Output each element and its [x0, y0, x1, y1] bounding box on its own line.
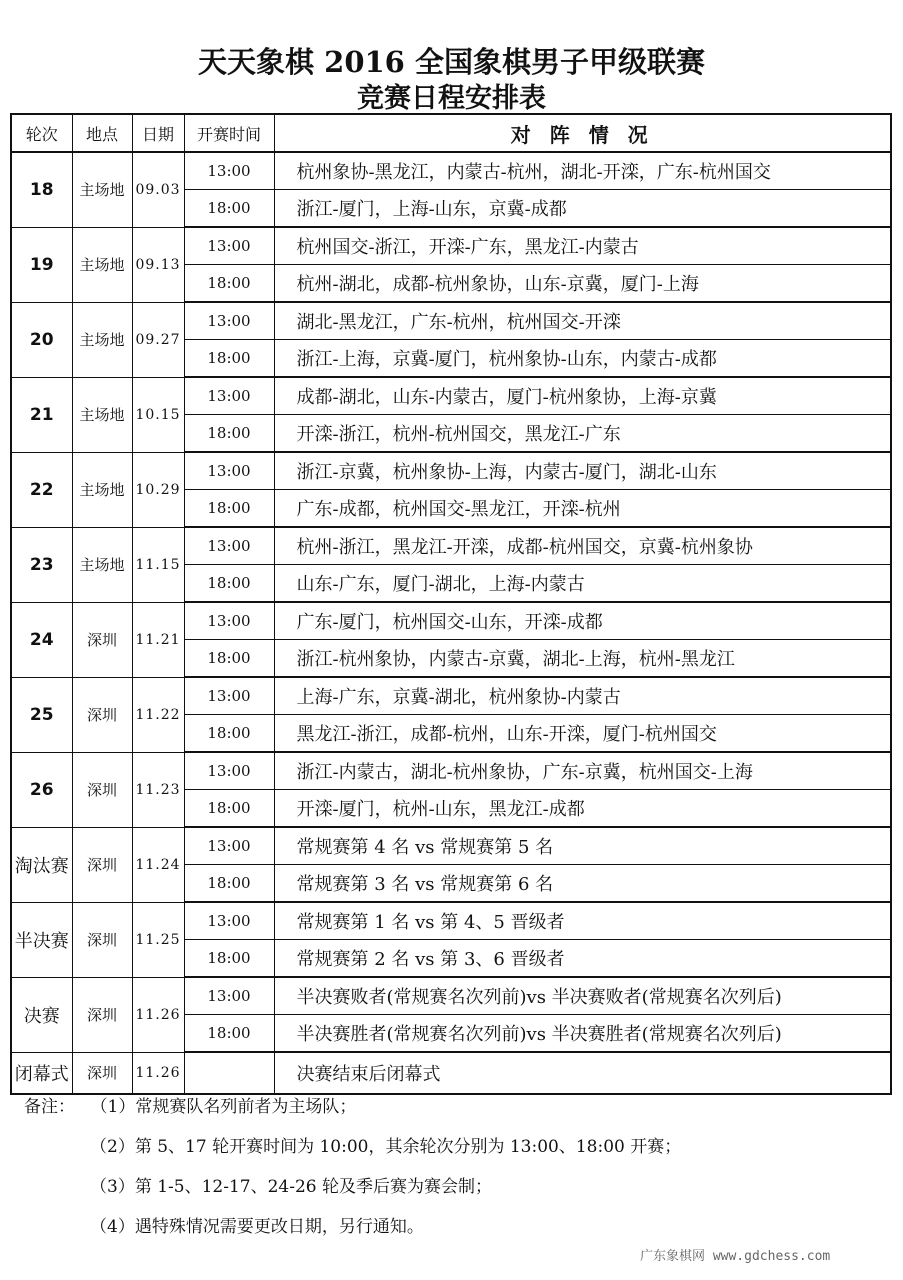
table-row: [11, 752, 891, 790]
time-cell: 13:00: [184, 977, 274, 1015]
date-cell: 11.22: [132, 677, 184, 752]
time-cell: 18:00: [184, 790, 274, 828]
match-cell: 浙江-厦门，上海-山东，京冀-成都: [274, 190, 891, 228]
match-cell: 杭州国交-浙江，开滦-广东，黑龙江-内蒙古: [274, 227, 891, 265]
round-cell: 19: [11, 227, 72, 302]
note-item: [24, 1092, 356, 1117]
match-cell: 开滦-浙江，杭州-杭州国交，黑龙江-广东: [274, 415, 891, 453]
table-row: [11, 827, 891, 865]
match-cell: 决赛结束后闭幕式: [274, 1052, 891, 1094]
match-cell: 黑龙江-浙江，成都-杭州，山东-开滦，厦门-杭州国交: [274, 715, 891, 753]
table-row: [11, 602, 891, 640]
round-cell: 淘汰赛: [11, 827, 72, 902]
venue-cell: 主场地: [72, 302, 132, 377]
time-cell: 13:00: [184, 752, 274, 790]
note-item: （2）第 5、17 轮开赛时间为 10:00，其余轮次分别为 13:00、18:00 开赛；: [90, 1137, 682, 1157]
date-cell: 11.21: [132, 602, 184, 677]
round-cell: 18: [11, 152, 72, 227]
time-cell: 13:00: [184, 152, 274, 190]
venue-cell: 主场地: [72, 377, 132, 452]
header-venue: 地点: [72, 114, 132, 152]
match-cell: 湖北-黑龙江，广东-杭州，杭州国交-开滦: [274, 302, 891, 340]
match-cell: 常规赛第 1 名 vs 第 4、5 晋级者: [274, 902, 891, 940]
notes-label: 备注：: [24, 1097, 75, 1117]
time-cell: 18:00: [184, 640, 274, 678]
date-cell: 11.26: [132, 977, 184, 1052]
table-row: [11, 902, 891, 940]
match-cell: 半决赛胜者(常规赛名次列前)vs 半决赛胜者(常规赛名次列后): [274, 1015, 891, 1053]
table-header-row: [11, 114, 891, 152]
date-cell: 09.03: [132, 152, 184, 227]
match-cell: 常规赛第 3 名 vs 常规赛第 6 名: [274, 865, 891, 903]
time-cell: 18:00: [184, 1015, 274, 1053]
time-cell: 18:00: [184, 715, 274, 753]
venue-cell: 主场地: [72, 152, 132, 227]
table-row: [11, 677, 891, 715]
match-cell: 浙江-内蒙古，湖北-杭州象协，广东-京冀，杭州国交-上海: [274, 752, 891, 790]
match-cell: 浙江-京冀，杭州象协-上海，内蒙古-厦门，湖北-山东: [274, 452, 891, 490]
time-cell: 13:00: [184, 902, 274, 940]
table-row: [11, 452, 891, 490]
venue-cell: 深圳: [72, 677, 132, 752]
time-cell: 18:00: [184, 565, 274, 603]
round-cell: 26: [11, 752, 72, 827]
match-cell: 广东-成都，杭州国交-黑龙江，开滦-杭州: [274, 490, 891, 528]
round-cell: 半决赛: [11, 902, 72, 977]
round-cell: 22: [11, 452, 72, 527]
match-cell: 浙江-上海，京冀-厦门，杭州象协-山东，内蒙古-成都: [274, 340, 891, 378]
venue-cell: 主场地: [72, 527, 132, 602]
match-cell: 杭州-湖北，成都-杭州象协，山东-京冀，厦门-上海: [274, 265, 891, 303]
round-cell: 24: [11, 602, 72, 677]
header-matches: 对 阵 情 况: [274, 114, 891, 152]
time-cell: 13:00: [184, 227, 274, 265]
venue-cell: 深圳: [72, 977, 132, 1052]
match-cell: 开滦-厦门，杭州-山东，黑龙江-成都: [274, 790, 891, 828]
time-cell: 13:00: [184, 827, 274, 865]
match-cell: 山东-广东，厦门-湖北，上海-内蒙古: [274, 565, 891, 603]
table-row-closing: [11, 1052, 891, 1094]
round-cell: 23: [11, 527, 72, 602]
match-cell: 杭州-浙江，黑龙江-开滦，成都-杭州国交，京冀-杭州象协: [274, 527, 891, 565]
time-cell: 18:00: [184, 490, 274, 528]
date-cell: 09.27: [132, 302, 184, 377]
table-row: [11, 302, 891, 340]
date-cell: 10.29: [132, 452, 184, 527]
match-cell: 常规赛第 4 名 vs 常规赛第 5 名: [274, 827, 891, 865]
note-text: （1）常规赛队名列前者为主场队；: [99, 1097, 357, 1117]
venue-cell: 深圳: [72, 902, 132, 977]
table-row: [11, 977, 891, 1015]
note-item: （4）遇特殊情况需要更改日期，另行通知。: [90, 1217, 424, 1237]
round-cell: 决赛: [11, 977, 72, 1052]
time-cell: 18:00: [184, 865, 274, 903]
match-cell: 广东-厦门，杭州国交-山东，开滦-成都: [274, 602, 891, 640]
time-cell: 13:00: [184, 602, 274, 640]
match-cell: 成都-湖北，山东-内蒙古，厦门-杭州象协，上海-京冀: [274, 377, 891, 415]
date-cell: 11.25: [132, 902, 184, 977]
venue-cell: 深圳: [72, 602, 132, 677]
match-cell: 杭州象协-黑龙江，内蒙古-杭州，湖北-开滦，广东-杭州国交: [274, 152, 891, 190]
time-cell: 13:00: [184, 527, 274, 565]
time-cell: [184, 1052, 274, 1094]
match-cell: 浙江-杭州象协，内蒙古-京冀，湖北-上海，杭州-黑龙江: [274, 640, 891, 678]
note-item: （3）第 1-5、12-17、24-26 轮及季后赛为赛会制；: [90, 1177, 493, 1197]
date-cell: 11.15: [132, 527, 184, 602]
time-cell: 13:00: [184, 377, 274, 415]
round-cell: 25: [11, 677, 72, 752]
venue-cell: 深圳: [72, 1052, 132, 1094]
time-cell: 13:00: [184, 677, 274, 715]
venue-cell: 深圳: [72, 752, 132, 827]
round-cell: 闭幕式: [11, 1052, 72, 1094]
date-cell: 11.24: [132, 827, 184, 902]
time-cell: 13:00: [184, 302, 274, 340]
date-cell: 11.26: [132, 1052, 184, 1094]
schedule-table: [10, 113, 892, 1095]
match-cell: 半决赛败者(常规赛名次列前)vs 半决赛败者(常规赛名次列后): [274, 977, 891, 1015]
venue-cell: 深圳: [72, 827, 132, 902]
match-cell: 上海-广东，京冀-湖北，杭州象协-内蒙古: [274, 677, 891, 715]
round-cell: 20: [11, 302, 72, 377]
round-cell: 21: [11, 377, 72, 452]
watermark: 广东象棋网 www.gdchess.com: [640, 1249, 831, 1264]
venue-cell: 主场地: [72, 227, 132, 302]
time-cell: 18:00: [184, 340, 274, 378]
header-start-time: 开赛时间: [184, 114, 274, 152]
table-row: [11, 152, 891, 190]
time-cell: 18:00: [184, 940, 274, 978]
header-round: 轮次: [11, 114, 72, 152]
table-row: [11, 527, 891, 565]
table-row: [11, 227, 891, 265]
time-cell: 13:00: [184, 452, 274, 490]
date-cell: 09.13: [132, 227, 184, 302]
document-subtitle: 竞赛日程安排表: [357, 83, 546, 114]
time-cell: 18:00: [184, 265, 274, 303]
date-cell: 11.23: [132, 752, 184, 827]
time-cell: 18:00: [184, 415, 274, 453]
table-row: [11, 377, 891, 415]
venue-cell: 主场地: [72, 452, 132, 527]
date-cell: 10.15: [132, 377, 184, 452]
match-cell: 常规赛第 2 名 vs 第 3、6 晋级者: [274, 940, 891, 978]
header-date: 日期: [132, 114, 184, 152]
document-title: 天天象棋 2016 全国象棋男子甲级联赛: [198, 45, 705, 79]
time-cell: 18:00: [184, 190, 274, 228]
